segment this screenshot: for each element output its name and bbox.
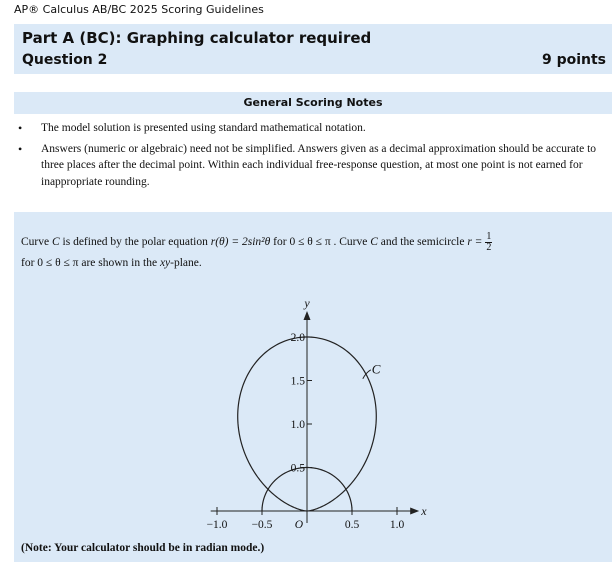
fraction-one-half: $\frac{1}{2}$ — [486, 231, 492, 253]
x-axis-label: x — [421, 504, 427, 518]
scoring-note — [14, 120, 612, 137]
calculator-note: (Note: Your calculator should be in radian mode.) — [21, 542, 265, 554]
x-tick-label: 1.0 — [389, 519, 405, 531]
semicircle-equation: r = — [467, 236, 483, 249]
text-segment: for 0 ≤ θ ≤ π . Curve — [270, 236, 371, 249]
text-segment: is defined by the polar equation — [59, 236, 211, 249]
x-tick-label: −0.5 — [251, 519, 273, 531]
text-segment: for 0 ≤ θ ≤ π — [21, 257, 79, 270]
bullet-icon: • — [18, 121, 23, 135]
text-segment: Curve — [21, 236, 52, 249]
origin-label: O — [294, 519, 303, 531]
part-banner — [14, 24, 612, 74]
polar-graph — [14, 212, 612, 562]
text-segment: and the semicircle — [377, 236, 468, 249]
y-axis-label: y — [304, 295, 310, 310]
y-tick-label: 2.0 — [290, 332, 305, 344]
scoring-note-text: Answers (numeric or algebraic) need not be simplified. Answers given as a decimal approximation should be accurate to three places after the decimal point. Within each individual free-response question, at most one point is not earned for inappropriate rounding. — [41, 142, 597, 188]
scoring-notes-heading: General Scoring Notes — [14, 92, 612, 114]
question-label: Question 2 — [22, 52, 108, 68]
scoring-note — [14, 141, 612, 191]
scoring-notes-list — [14, 120, 612, 194]
y-tick-label: 1.0 — [290, 419, 305, 431]
y-tick-label: 1.5 — [290, 375, 305, 388]
scoring-note-text: The model solution is presented using standard mathematical notation. — [41, 122, 366, 134]
curve-label: C — [371, 361, 381, 377]
plane-name: xy — [159, 257, 171, 270]
curve-name: C — [51, 236, 60, 249]
bullet-icon: • — [18, 141, 23, 156]
points-label: 9 points — [541, 52, 606, 68]
y-tick-label: 0.5 — [290, 462, 305, 475]
x-axis-arrow-icon — [410, 508, 419, 515]
running-header: AP® Calculus AB/BC 2025 Scoring Guidelines — [14, 3, 264, 16]
x-tick-label: −1.0 — [206, 519, 228, 531]
problem-panel — [14, 212, 612, 562]
text-segment: are shown in the — [78, 257, 160, 270]
y-axis-arrow-icon — [304, 311, 311, 320]
graph-layer — [207, 296, 428, 531]
text-segment: -plane. — [170, 257, 202, 270]
curve-name: C — [370, 236, 378, 249]
polar-equation: r(θ) = 2sin²θ — [210, 236, 271, 249]
part-title: Part A (BC): Graphing calculator required — [22, 29, 372, 47]
x-tick-label: 0.5 — [344, 519, 360, 531]
